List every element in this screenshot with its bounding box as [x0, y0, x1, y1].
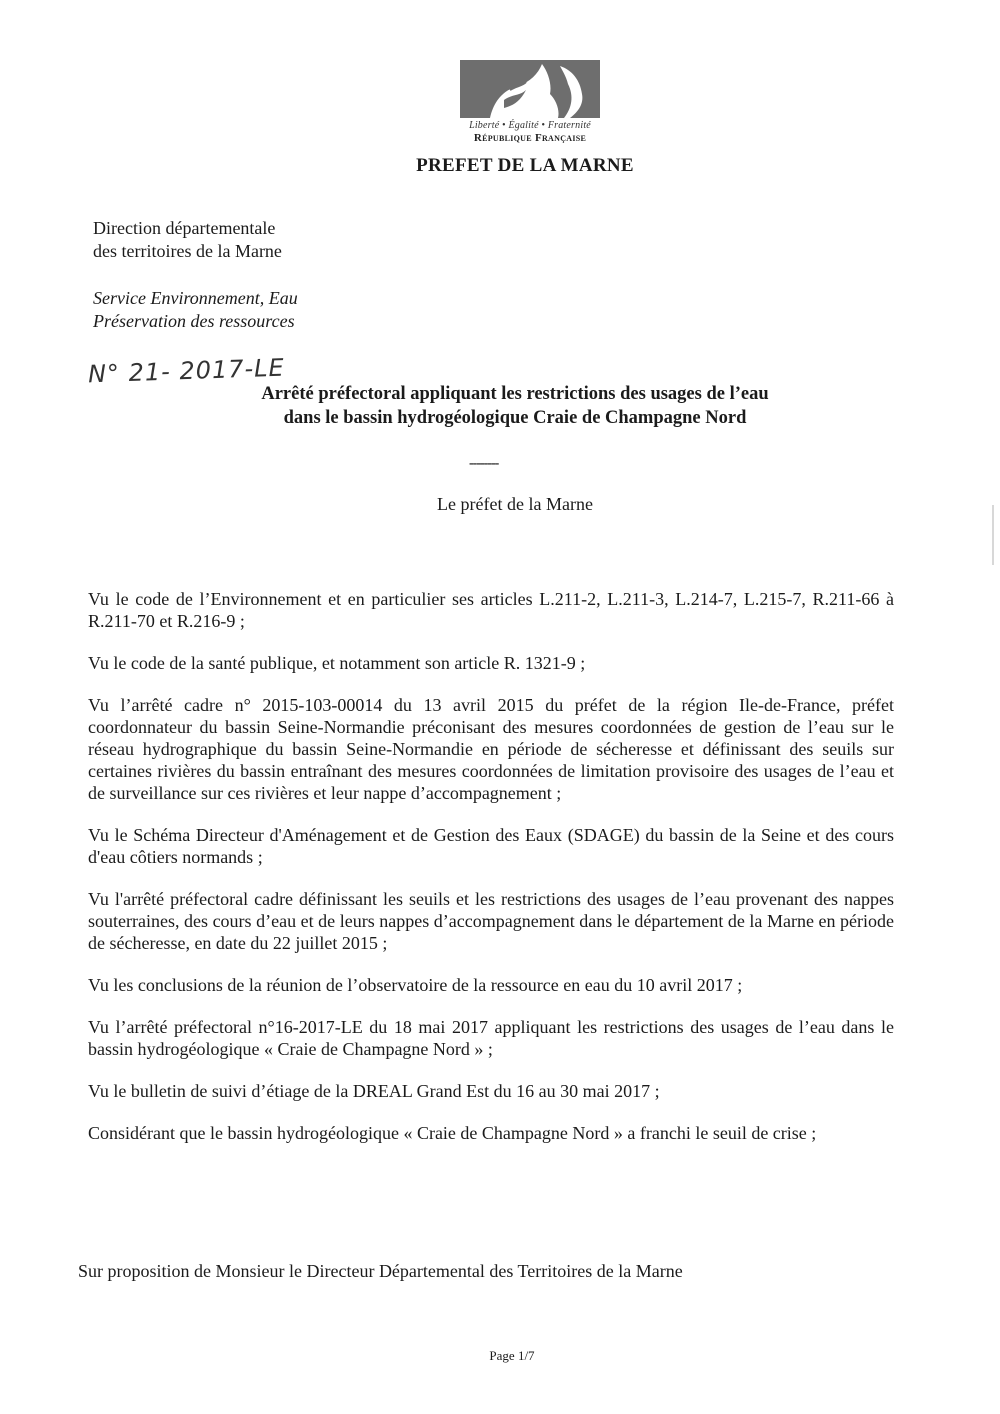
republic-name: République Française	[473, 132, 587, 144]
sender-direction	[93, 217, 282, 263]
title-separator: --------	[469, 456, 499, 471]
arrete-title-line-2: dans le bassin hydrogéologique Craie de Champagne Nord	[283, 408, 747, 428]
consideration-paragraph: Vu le Schéma Directeur d'Aménagement et de Gestion des Eaux (SDAGE) du bassin de la Seine et des cours d'eau côtiers normands ;	[88, 825, 894, 867]
consideration-paragraph: Considérant que le bassin hydrogéologique « Craie de Champagne Nord » a franchi le seuil de crise ;	[88, 1123, 817, 1143]
prefect-title: PREFET DE LA MARNE	[416, 155, 634, 176]
scan-edge-mark	[992, 505, 994, 565]
consideration-paragraph: Vu les conclusions de la réunion de l’observatoire de la ressource en eau du 10 avril 2017 ;	[88, 975, 743, 995]
considerations-body	[88, 588, 894, 1164]
consideration-paragraph: Vu l’arrêté préfectoral n°16-2017-LE du 18 mai 2017 appliquant les restrictions des usages de l’eau dans le bassin hydrogéologique « Craie de Champagne Nord » ;	[88, 1017, 894, 1059]
consideration-paragraph: Vu le code de l’Environnement et en particulier ses articles L.211-2, L.211-3, L.214-7, L.215-7, R.211-66 à R.211-70 et R.216-9 ;	[88, 589, 894, 631]
proposal-line: Sur proposition de Monsieur le Directeur Départemental des Territoires de la Marne	[78, 1261, 683, 1281]
direction-line-1: Direction départementale	[93, 218, 276, 238]
service-line-2: Préservation des ressources	[93, 311, 295, 331]
consideration-paragraph: Vu le bulletin de suivi d’étiage de la DREAL Grand Est du 16 au 30 mai 2017 ;	[88, 1081, 660, 1101]
consideration-paragraph: Vu l’arrêté cadre n° 2015-103-00014 du 13 avril 2015 du préfet de la région Ile-de-France, préfet coordonnateur du bassin Seine-Normandie préconisant des mesures coordonnées de gestion de l’eau sur le réseau hydrographique du bassin Seine-Normandie en période de sécheresse et définissant des seuils sur certaines rivières du bassin entraînant des mesures coordonnées de limitation provisoire des usages de l’eau et de surveillance sur ces rivières et leur nappe d’accompagnement ;	[88, 695, 894, 803]
republic-logo-block	[430, 60, 630, 144]
arrete-title-line-1: Arrêté préfectoral appliquant les restrictions des usages de l’eau	[261, 384, 769, 404]
authority-line: Le préfet de la Marne	[437, 494, 593, 514]
arrete-title	[0, 382, 1000, 430]
consideration-paragraph: Vu le code de la santé publique, et notamment son article R. 1321-9 ;	[88, 653, 586, 673]
sender-service	[93, 287, 298, 333]
page-number: Page 1/7	[489, 1348, 535, 1363]
service-line-1: Service Environnement, Eau	[93, 288, 298, 308]
direction-line-2: des territoires de la Marne	[93, 241, 282, 261]
marianne-logo-icon	[460, 60, 600, 118]
republic-motto: Liberté • Égalité • Fraternité	[469, 120, 591, 131]
consideration-paragraph: Vu l'arrêté préfectoral cadre définissant les seuils et les restrictions des usages de l’eau provenant des nappes souterraines, des cours d’eau et de leurs nappes d’accompagnement dans le département de la Marne en période de sécheresse, en date du 22 juillet 2015 ;	[88, 889, 894, 953]
handwritten-reference-number: N° 21- 2017-LE	[87, 353, 286, 389]
